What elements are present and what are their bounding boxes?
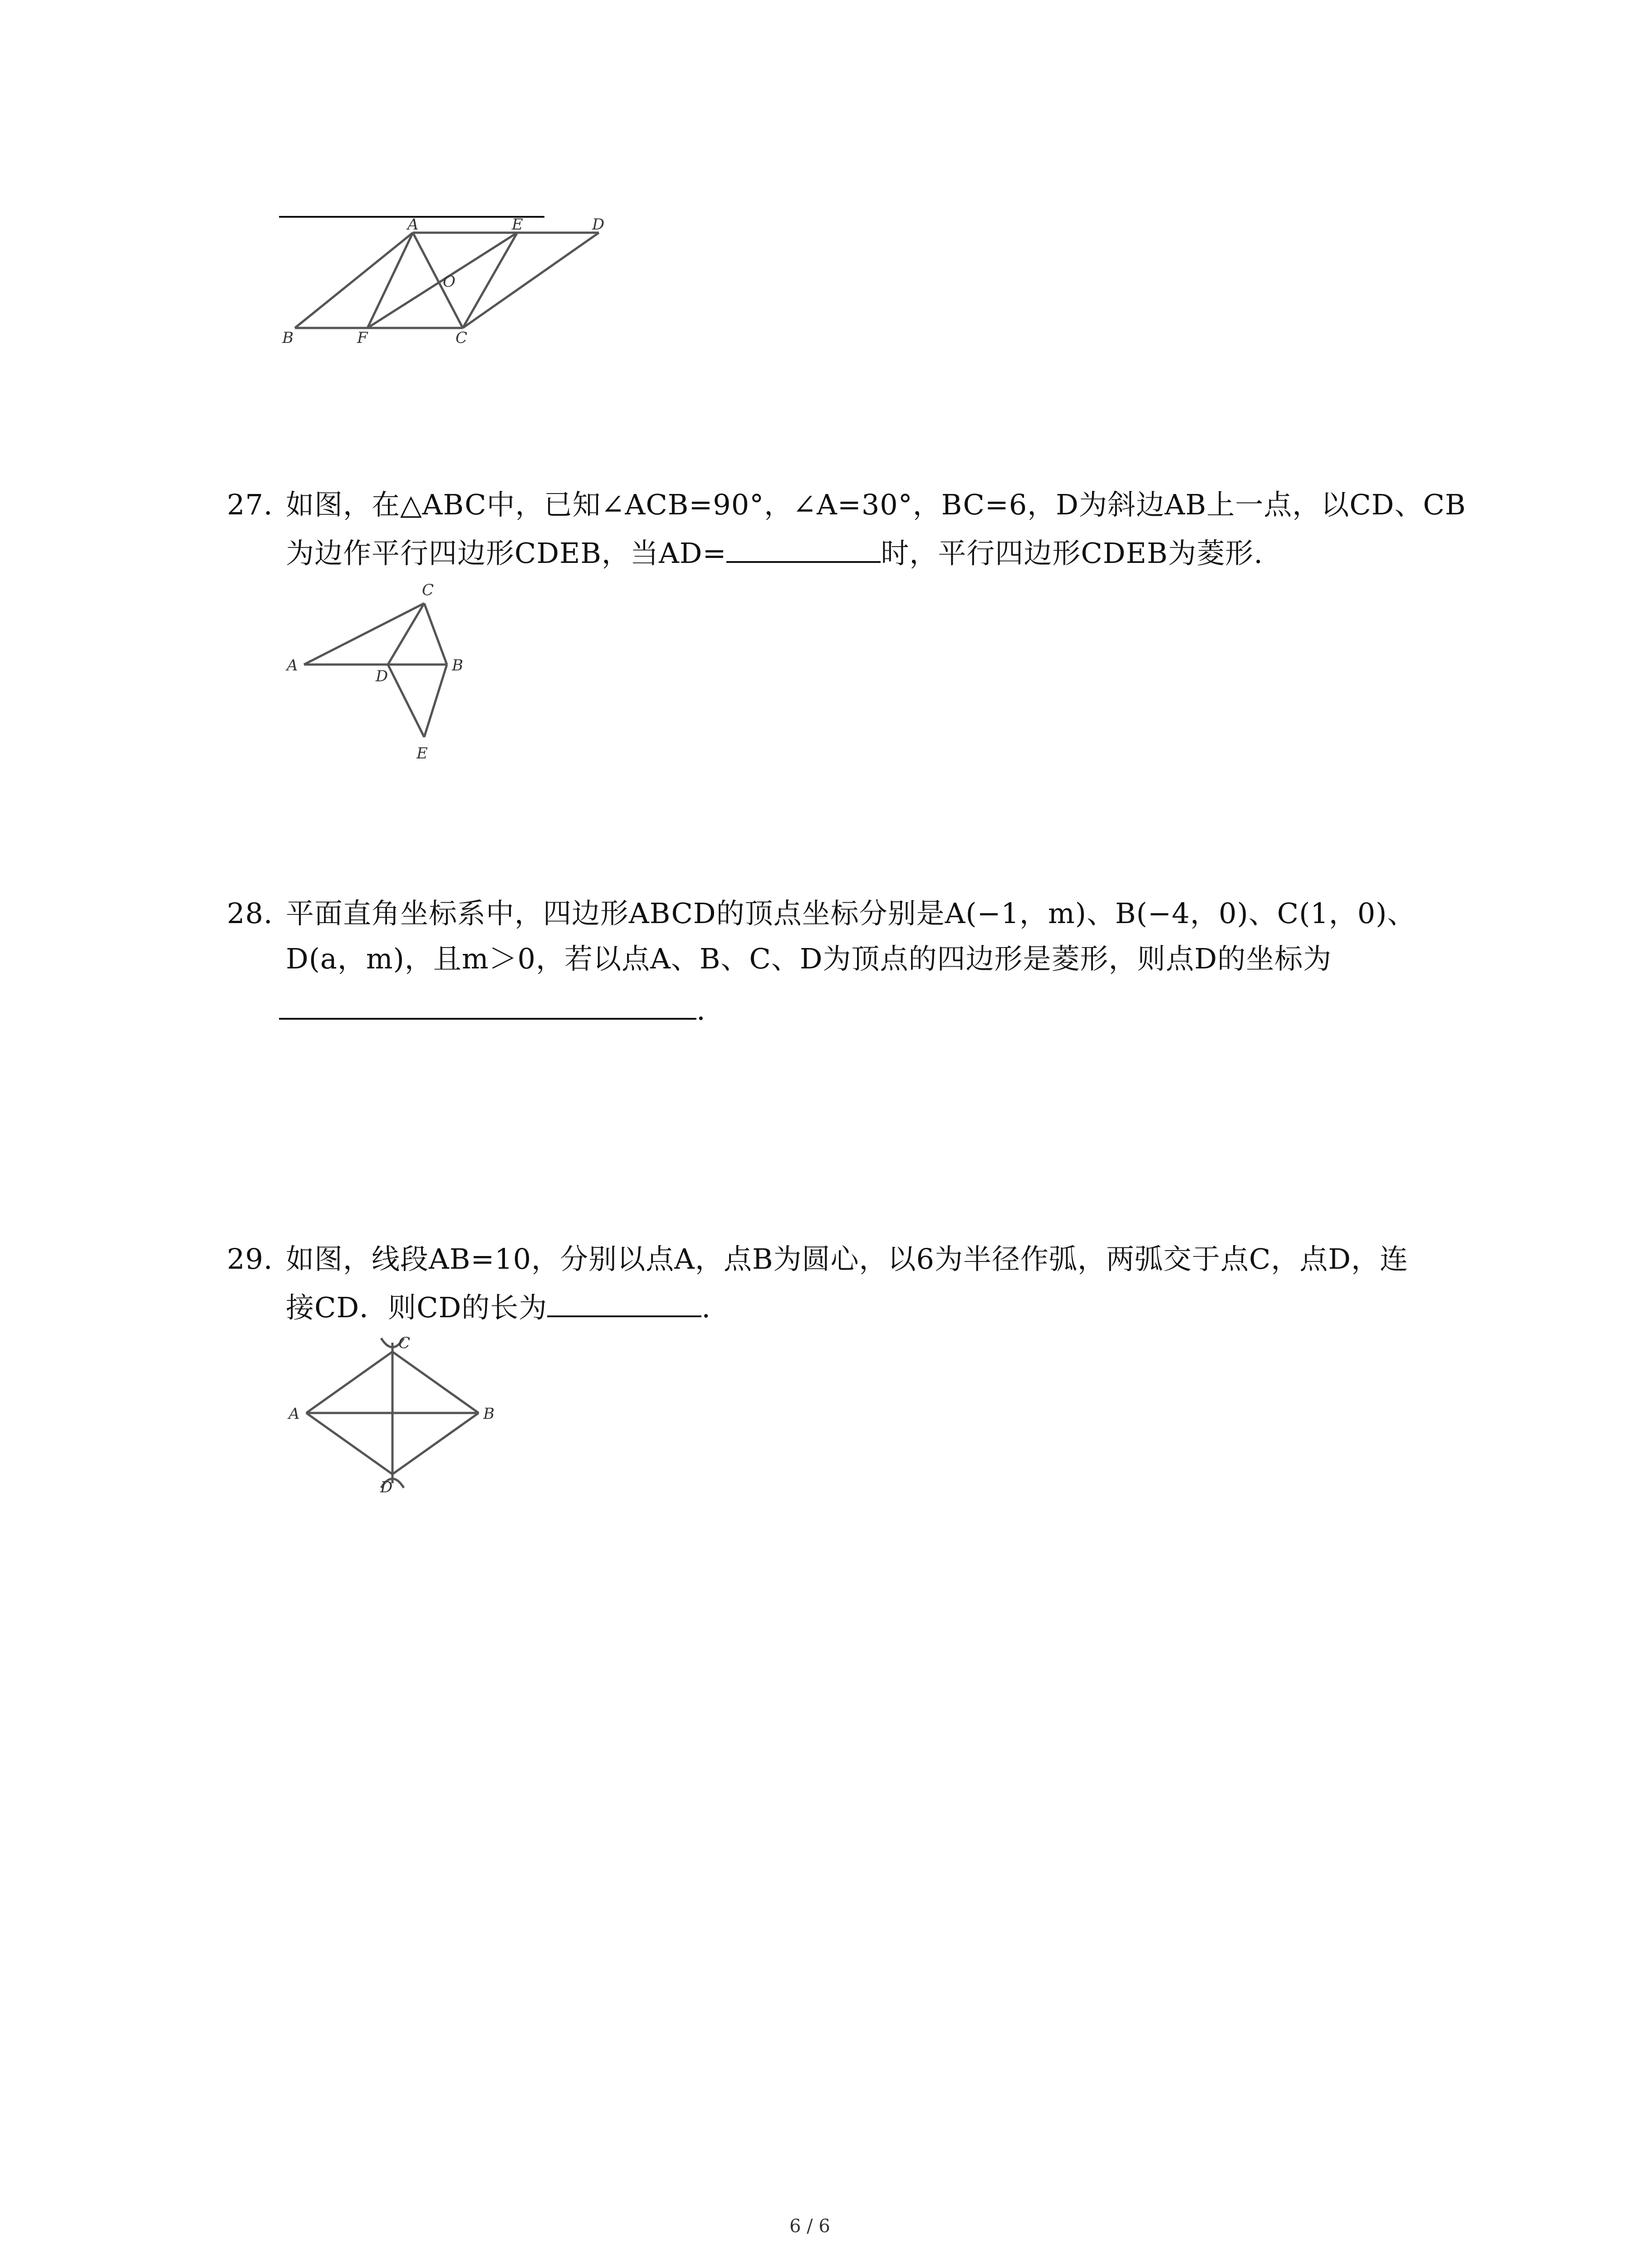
q29-line1	[227, 1242, 1409, 1276]
segment-DE	[388, 665, 424, 737]
q27-answer-blank[interactable]	[726, 538, 881, 563]
q29-text-line2-after: .	[701, 1291, 711, 1324]
segment-CB	[392, 1352, 479, 1413]
segment-DC	[463, 233, 599, 328]
segment-AD	[306, 1413, 392, 1474]
q29-line2	[286, 1292, 711, 1322]
q28-answer-blank[interactable]	[279, 994, 696, 1020]
q28-line3	[279, 994, 706, 1024]
label-C: C	[456, 329, 468, 347]
label-D: D	[592, 215, 605, 234]
page-number: 6 / 6	[789, 2216, 830, 2237]
segment-AB	[295, 233, 413, 328]
q27-figure	[272, 576, 490, 767]
q27-text-line1: 如图，在△ABC中，已知∠ACB=90°，∠A=30°，BC=6，D为斜边AB上一点，以CD、CB	[286, 488, 1466, 521]
q27-line2	[286, 537, 1264, 570]
q28-text-line1: 平面直角坐标系中，四边形ABCD的顶点坐标分别是A(−1，m)、B(−4，0)、C(1，0)、	[286, 897, 1416, 930]
q29-text-line2-before: 接CD．则CD的长为	[286, 1291, 548, 1324]
label-O: O	[443, 273, 456, 291]
segment-EB	[424, 665, 447, 737]
segment-EC	[463, 233, 517, 328]
q29-answer-blank[interactable]	[547, 1292, 701, 1317]
label-B: B	[282, 329, 294, 347]
q27-line1	[227, 488, 1466, 521]
q27-text-line2-after: 时，平行四边形CDEB为菱形.	[881, 537, 1264, 570]
label-B: B	[483, 1405, 495, 1423]
label-C: C	[398, 1334, 411, 1352]
q28-line2	[286, 942, 1332, 975]
q28-number: 28.	[227, 897, 273, 930]
label-E: E	[416, 744, 428, 763]
label-E: E	[512, 215, 523, 234]
label-D: D	[376, 667, 388, 685]
q27-number: 27.	[227, 488, 273, 521]
q28-line1	[227, 899, 1416, 928]
q29-number: 29.	[227, 1242, 273, 1276]
label-B: B	[452, 656, 463, 675]
segment-AC	[306, 1352, 392, 1413]
figure-parallelogram	[272, 215, 617, 354]
label-A: A	[407, 215, 419, 234]
label-A: A	[287, 656, 298, 675]
q29-figure	[272, 1325, 508, 1497]
q28-text-line2: D(a，m)，且m＞0，若以点A、B、C、D为顶点的四边形是菱形，则点D的坐标为	[286, 942, 1332, 975]
label-A: A	[289, 1405, 300, 1423]
label-F: F	[357, 329, 368, 347]
q27-text-line2-before: 为边作平行四边形CDEB，当AD=	[286, 537, 727, 570]
label-D: D	[380, 1478, 393, 1496]
q28-text-line3-after: .	[696, 993, 706, 1026]
label-C: C	[422, 581, 434, 599]
segment-CB	[424, 603, 447, 665]
segment-DB	[392, 1413, 479, 1474]
q29-text-line1: 如图，线段AB=10，分别以点A，点B为圆心，以6为半径作弧，两弧交于点C，点D，连	[286, 1242, 1409, 1276]
